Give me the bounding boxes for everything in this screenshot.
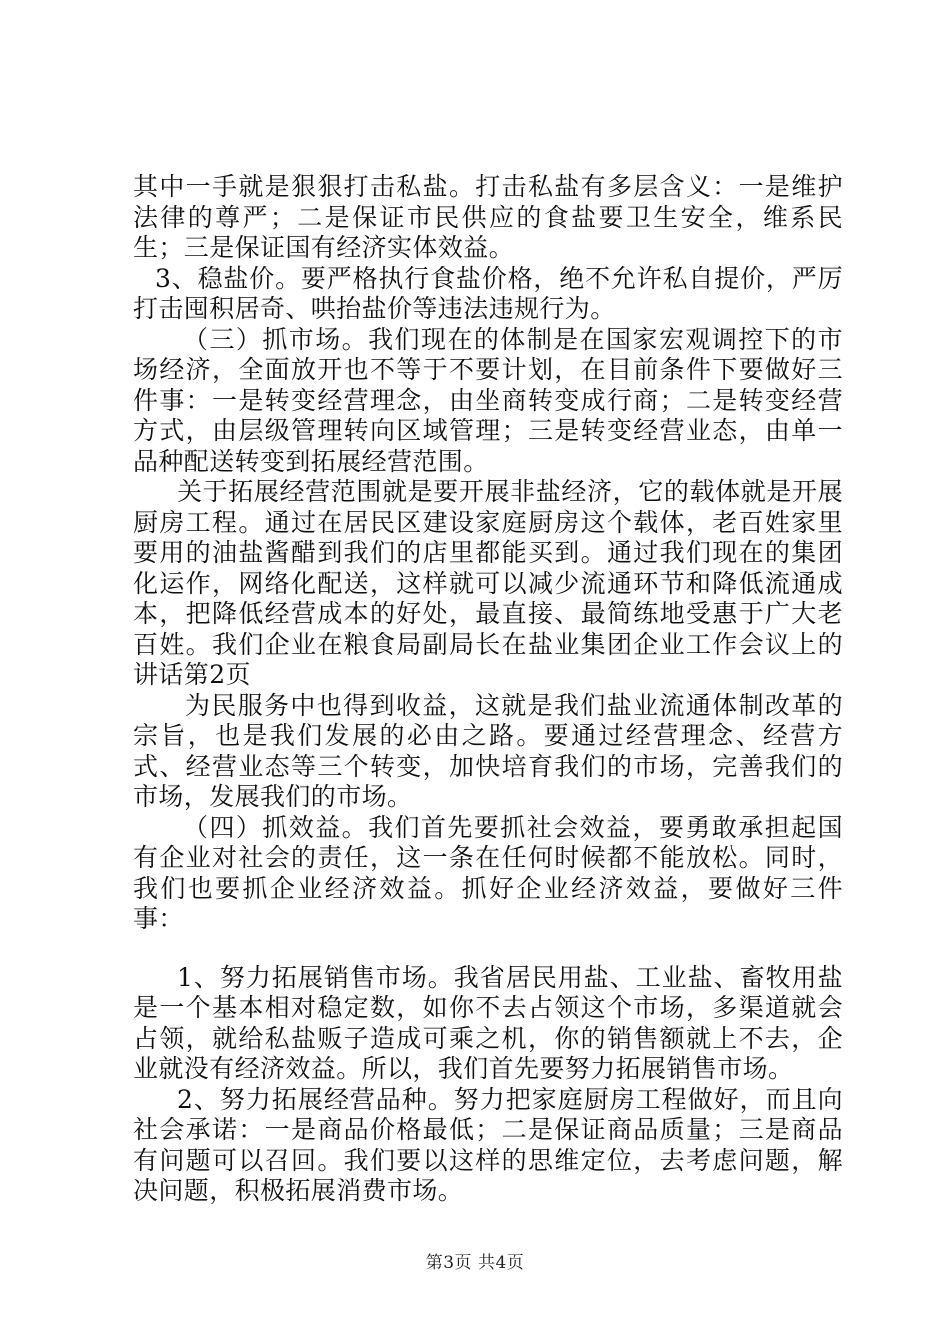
paragraph-expand-scope: 关于拓展经营范围就是要开展非盐经济，它的载体就是开展厨房工程。通过在居民区建设家庭厨房这个载体，老百姓家里要用的油盐酱醋到我们的店里都能买到。通过我们现在的集团化运作，网络化配送，这样就可以减少流通环节和降低流通成本，把降低经营成本的好处，最直接、最简练地受惠于广大老百姓。我们企业在粮食局副局长在盐业集团企业工作会议上的讲话第2页	[133, 477, 843, 689]
paragraph-suppress-private-salt: 其中一手就是狠狠打击私盐。打击私盐有多层含义：一是维护法律的尊严；二是保证市民供应的食盐要卫生安全，维系民生；三是保证国有经济实体效益。	[133, 172, 843, 262]
paragraph-grasp-benefits: （四）抓效益。我们首先要抓社会效益，要勇敢承担起国有企业对社会的责任，这一条在任何时候都不能放松。同时，我们也要抓企业经济效益。抓好企业经济效益，要做好三件事：	[133, 812, 843, 933]
paragraph-expand-varieties: 2、努力拓展经营品种。努力把家庭厨房工程做好，而且向社会承诺：一是商品价格最低；二是保证商品质量；三是商品有问题可以召回。我们要以这样的思维定位，去考虑问题，解决问题，积极拓展消费市场。	[133, 1084, 843, 1205]
paragraph-serve-people: 为民服务中也得到收益，这就是我们盐业流通体制改革的宗旨，也是我们发展的必由之路。要通过经营理念、经营方式、经营业态等三个转变，加快培育我们的市场，完善我们的市场，发展我们的市场。	[133, 690, 843, 811]
paragraph-expand-sales: 1、努力拓展销售市场。我省居民用盐、工业盐、畜牧用盐是一个基本相对稳定数，如你不去占领这个市场，多渠道就会占领，就给私盐贩子造成可乘之机，你的销售额就上不去，企业就没有经济效益。所以，我们首先要努力拓展销售市场。	[133, 962, 843, 1083]
paragraph-stabilize-price: 3、稳盐价。要严格执行食盐价格，绝不允许私自提价，严厉打击囤积居奇、哄抬盐价等违法违规行为。	[133, 263, 843, 323]
paragraph-grasp-market: （三）抓市场。我们现在的体制是在国家宏观调控下的市场经济，全面放开也不等于不要计划，在目前条件下要做好三件事：一是转变经营理念，由坐商转变成行商；二是转变经营方式，由层级管理转向区域管理；三是转变经营业态，由单一品种配送转变到拓展经营范围。	[133, 324, 843, 476]
page-footer: 第3页 共4页	[425, 1253, 525, 1273]
document-body	[133, 172, 843, 1207]
